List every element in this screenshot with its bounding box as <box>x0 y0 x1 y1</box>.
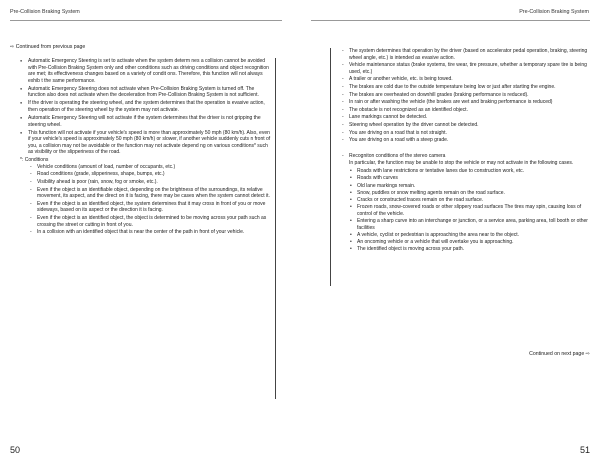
list-item: • Roads with curves <box>349 175 591 182</box>
list-item: ● Automatic Emergency Steering will not activate if the system determines that the driver is not gripping the steering wheel. <box>20 115 271 128</box>
list-item: • Old lane markings remain. <box>349 183 591 190</box>
left-bullet-list <box>20 58 271 156</box>
list-item: ● If the driver is operating the steering wheel, and the system determines that the operation is evasive action, then operation of the steering wheel by the system may not activate. <box>20 100 271 113</box>
right-page-header: Pre-Collision Braking System <box>519 9 589 15</box>
list-item: - Visibility ahead is poor (rain, snow, fog or smoke, etc.). <box>29 179 271 186</box>
list-item: - The obstacle is not recognized as an identified object. <box>341 107 591 114</box>
list-item: - Road conditions (grade, slipperiness, shape, bumps, etc.) <box>29 171 271 178</box>
list-item: - Vehicle conditions (amount of load, number of occupants, etc.) <box>29 164 271 171</box>
list-item: - You are driving on a road with a steep grade. <box>341 137 591 144</box>
list-item: • Entering a sharp curve into an interchange or junction, or a service area, parking area, toll booth or other facilities <box>349 218 591 231</box>
list-item: - Even if the object is an identifiable object, depending on the brightness of the surroundings, its relative movement, its aspect, and the direct on it is facing, there may be cases when the system cannot detect it. <box>29 187 271 200</box>
list-item: • Snow, puddles or snow melting agents remain on the road surface. <box>349 190 591 197</box>
list-item: - In a collision with an identified object that is near the center of the path in front of your vehicle. <box>29 229 271 236</box>
continued-on-next-page: Continued on next page ⇨ <box>529 351 590 357</box>
list-item: - Even if the object is an identified object, the object is determined to be moving across your path such as crossing the street or cutting in front of you. <box>29 215 271 228</box>
list-item: ● Automatic Emergency Steering does not activate when Pre-Collision Braking System is turned off. The function also does not activate when the deceleration from Pre-Collision Braking System is not sufficient. <box>20 86 271 99</box>
list-item: - The brakes are overheated on downhill grades (braking performance is reduced). <box>341 92 591 99</box>
recognition-list <box>341 168 591 252</box>
list-item: ● This function will not activate if your vehicle's speed is more than approximately 50 mph (80 km/h). Also, even if your vehicle's speed is approximately 50 mph (80 km/h) or slower, if another vehicle suddenly cuts n front of you, a collision may not be avoidable or the function may not activate depend ng on various conditions* such as visibility or the slipperiness of the road. <box>20 130 271 156</box>
continued-from-previous-page: ⇨ Continued from previous page <box>10 44 86 50</box>
list-item: • A vehicle, cyclist or pedestrian is approaching the area near to the object. <box>349 232 591 239</box>
left-page-number: 50 <box>10 445 21 455</box>
right-column <box>330 48 591 286</box>
list-item: - In rain or after washing the vehicle (the brakes are wet and braking performance is reduced) <box>341 99 591 106</box>
list-item: ● Automatic Emergency Steering is set to activate when the system determ nes a collision cannot be avoided with Pre-Collision Braking System only and other conditions such as driving conditions and object recognition are met; its effectiveness changes based on a variety of condit ons. Therefore, this function will not always exhib t the same performance. <box>20 58 271 84</box>
list-item: - Lane markings cannot be detected. <box>341 114 591 121</box>
right-condition-list <box>341 48 591 144</box>
list-item: - A trailer or another vehicle, etc. is being towed. <box>341 76 591 83</box>
list-item: • An oncoming vehicle or a vehicle that will overtake you is approaching. <box>349 239 591 246</box>
list-item: - You are driving on a road that is not straight. <box>341 130 591 137</box>
recognition-heading: - Recogniton conditions of the stereo camera <box>341 153 591 160</box>
recognition-intro: In particular, the function may be unable to stop the vehicle or may not activate in the following cases. <box>349 160 574 167</box>
right-page-number: 51 <box>579 445 590 455</box>
list-item: • Roads with lane restrictions or tentative lanes due to construction work, etc. <box>349 168 591 175</box>
right-header-rule <box>311 20 590 21</box>
left-page-header: Pre-Collision Braking System <box>10 9 80 15</box>
conditions-label: *: Conditions <box>20 157 49 164</box>
list-item: • Frozen roads, snow-covered roads or other slippery road surfaces The tires may spin, causing loss of control of the vehicle. <box>349 204 591 217</box>
left-column <box>20 58 276 399</box>
list-item: - The brakes are cold due to the outside temperature being low or just after starting the engine. <box>341 84 591 91</box>
list-item: • The identified object is moving across your path. <box>349 246 591 253</box>
list-item: - Vehicle maintenance status (brake systems, tire wear, tire pressure, whether a temporary spare tire is being used, etc.) <box>341 62 591 75</box>
list-item: - The system determines that operation by the driver (based on accelerator pedal operation, braking, steering wheel angle, etc.) is intended as evasive action. <box>341 48 591 61</box>
list-item: • Cracks or constructed traces remain on the road surface. <box>349 197 591 204</box>
left-header-rule <box>10 20 282 21</box>
list-item: - Steering wheel operation by the driver cannot be detected. <box>341 122 591 129</box>
conditions-list <box>20 164 271 236</box>
list-item: - Even if the object is an identified object, the system determines that it may cross in front of you or move sideways, based on its aspect or the direction it is facing. <box>29 201 271 214</box>
